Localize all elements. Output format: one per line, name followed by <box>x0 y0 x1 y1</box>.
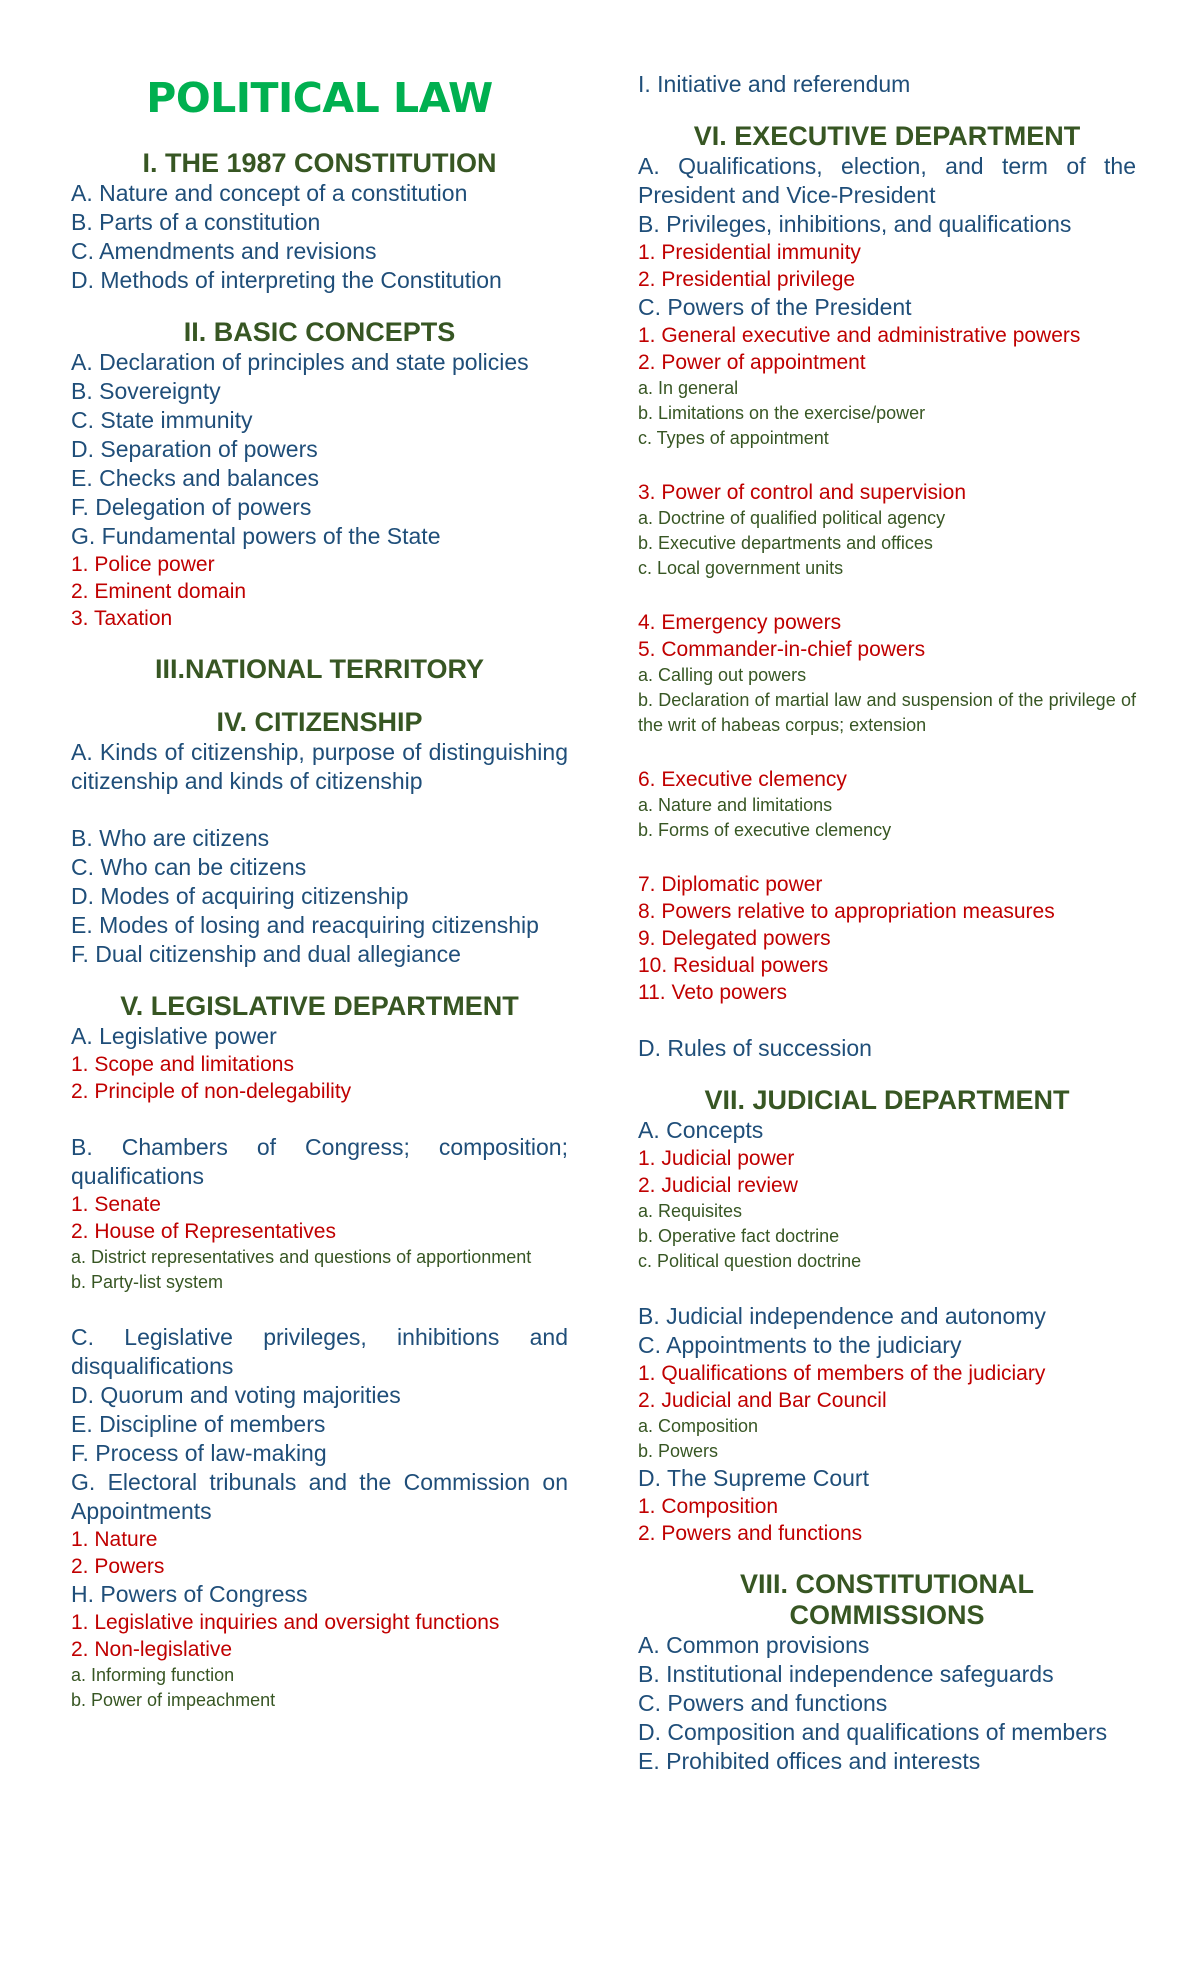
section-heading-citizenship: IV. CITIZENSHIP <box>216 707 423 737</box>
left-column <box>71 68 568 1713</box>
list-item: B. Sovereignty <box>71 378 221 404</box>
sub-sub-item: b. Party-list system <box>71 1272 224 1292</box>
section-heading-executive: VI. EXECUTIVE DEPARTMENT <box>693 121 1081 151</box>
list-item: E. Modes of losing and reacquiring citizenship <box>71 912 539 938</box>
sub-item: 9. Delegated powers <box>638 927 831 950</box>
list-item: I. Initiative and referendum <box>638 71 911 97</box>
list-item: B. Parts of a constitution <box>71 209 321 235</box>
right-column <box>638 70 1136 1776</box>
sub-item: 3. Taxation <box>71 607 173 630</box>
list-item: E. Checks and balances <box>71 465 320 491</box>
list-item: D. Methods of interpreting the Constitution <box>71 267 502 293</box>
list-item: D. Composition and qualifications of members <box>638 1719 1108 1745</box>
sub-item: 1. General executive and administrative powers <box>638 324 1081 347</box>
list-item: A. Declaration of principles and state policies <box>71 349 529 375</box>
sub-sub-item: b. Powers <box>638 1441 719 1461</box>
sub-item: 1. Judicial power <box>638 1147 795 1170</box>
sub-item: 2. Judicial review <box>638 1174 798 1197</box>
list-item: D. Rules of succession <box>638 1035 872 1061</box>
list-item: B. Institutional independence safeguards <box>638 1661 1054 1687</box>
sub-item: 8. Powers relative to appropriation measures <box>638 900 1055 923</box>
list-item: D. Modes of acquiring citizenship <box>71 883 409 909</box>
sub-item: 4. Emergency powers <box>638 611 842 634</box>
list-item: D. Separation of powers <box>71 436 318 462</box>
sub-item: 2. House of Representatives <box>71 1220 336 1243</box>
list-item: C. Legislative privileges, inhibitions and disqualifications <box>71 1324 568 1379</box>
sub-item: 1. Composition <box>638 1495 779 1518</box>
sub-item: 2. Eminent domain <box>71 580 247 603</box>
sub-item: 1. Senate <box>71 1193 161 1216</box>
section-heading-constitution: I. THE 1987 CONSTITUTION <box>142 148 497 178</box>
sub-item: 1. Scope and limitations <box>71 1053 294 1076</box>
list-item: B. Judicial independence and autonomy <box>638 1303 1046 1329</box>
sub-sub-item: a. Composition <box>638 1416 759 1436</box>
sub-sub-item: c. Types of appointment <box>638 428 829 448</box>
sub-item: 1. Legislative inquiries and oversight functions <box>71 1611 500 1634</box>
sub-sub-item: a. Requisites <box>638 1201 743 1221</box>
list-item: H. Powers of Congress <box>71 1581 308 1607</box>
sub-sub-item: b. Forms of executive clemency <box>638 820 892 840</box>
sub-item: 2. Powers and functions <box>638 1522 863 1545</box>
list-item: C. Who can be citizens <box>71 854 307 880</box>
list-item: A. Qualifications, election, and term of the President and Vice-President <box>638 153 1136 208</box>
list-item: G. Fundamental powers of the State <box>71 523 441 549</box>
list-item: C. Powers of the President <box>638 294 912 320</box>
sub-item: 2. Presidential privilege <box>638 268 856 291</box>
sub-sub-item: c. Political question doctrine <box>638 1251 862 1271</box>
sub-item: 7. Diplomatic power <box>638 873 823 896</box>
heading-line: VIII. CONSTITUTIONAL <box>740 1569 1034 1599</box>
list-item: F. Dual citizenship and dual allegiance <box>71 941 461 967</box>
list-item: A. Nature and concept of a constitution <box>71 180 468 206</box>
list-item: C. State immunity <box>71 407 253 433</box>
list-item: A. Concepts <box>638 1117 764 1143</box>
list-item: C. Powers and functions <box>638 1690 888 1716</box>
section-heading-judicial: VII. JUDICIAL DEPARTMENT <box>704 1085 1070 1115</box>
section-heading-national-territory: III.NATIONAL TERRITORY <box>154 654 484 684</box>
sub-sub-item: a. Doctrine of qualified political agency <box>638 508 946 528</box>
sub-sub-item: a. Calling out powers <box>638 665 807 685</box>
sub-sub-item: a. Nature and limitations <box>638 795 833 815</box>
list-item: F. Process of law-making <box>71 1440 327 1466</box>
sub-item: 3. Power of control and supervision <box>638 481 967 504</box>
section-heading-legislative: V. LEGISLATIVE DEPARTMENT <box>120 991 519 1021</box>
sub-item: 2. Power of appointment <box>638 351 866 374</box>
sub-item: 5. Commander-in-chief powers <box>638 638 926 661</box>
sub-item: 2. Non-legislative <box>71 1638 233 1661</box>
sub-item: 2. Powers <box>71 1555 165 1578</box>
list-item: C. Amendments and revisions <box>71 238 377 264</box>
sub-sub-item: b. Declaration of martial law and suspension of the privilege of the writ of habeas corpus; extension <box>638 690 1136 735</box>
sub-item: 2. Principle of non-delegability <box>71 1080 352 1103</box>
sub-item: 2. Judicial and Bar Council <box>638 1389 887 1412</box>
sub-sub-item: b. Operative fact doctrine <box>638 1226 840 1246</box>
sub-sub-item: b. Limitations on the exercise/power <box>638 403 926 423</box>
sub-sub-item: b. Power of impeachment <box>71 1690 276 1710</box>
sub-item: 1. Presidential immunity <box>638 241 861 264</box>
list-item: E. Prohibited offices and interests <box>638 1748 981 1774</box>
sub-item: 10. Residual powers <box>638 954 829 977</box>
sub-sub-item: a. In general <box>638 378 739 398</box>
list-item: G. Electoral tribunals and the Commission on Appointments <box>71 1469 568 1524</box>
sub-sub-item: a. Informing function <box>71 1665 235 1685</box>
list-item: A. Legislative power <box>71 1023 277 1049</box>
list-item: A. Kinds of citizenship, purpose of distinguishing citizenship and kinds of citizenship <box>71 739 568 794</box>
sub-item: 1. Police power <box>71 553 215 576</box>
list-item: B. Privileges, inhibitions, and qualifications <box>638 211 1072 237</box>
list-item: C. Appointments to the judiciary <box>638 1332 962 1358</box>
sub-sub-item: c. Local government units <box>638 558 844 578</box>
list-item: D. Quorum and voting majorities <box>71 1382 401 1408</box>
sub-sub-item: a. District representatives and questions of apportionment <box>71 1247 532 1267</box>
list-item: D. The Supreme Court <box>638 1465 869 1491</box>
list-item: E. Discipline of members <box>71 1411 326 1437</box>
sub-item: 6. Executive clemency <box>638 768 847 791</box>
list-item: F. Delegation of powers <box>71 494 312 520</box>
sub-sub-item: b. Executive departments and offices <box>638 533 933 553</box>
section-heading-constitutional-commissions <box>638 1569 1136 1631</box>
list-item: A. Common provisions <box>638 1632 870 1658</box>
sub-item: 1. Qualifications of members of the judiciary <box>638 1362 1046 1385</box>
document-title: POLITICAL LAW <box>146 74 493 122</box>
list-item: B. Who are citizens <box>71 825 270 851</box>
heading-line: COMMISSIONS <box>789 1600 985 1630</box>
section-heading-basic-concepts: II. BASIC CONCEPTS <box>183 317 456 347</box>
sub-item: 1. Nature <box>71 1528 158 1551</box>
sub-item: 11. Veto powers <box>638 981 788 1004</box>
list-item: B. Chambers of Congress; composition; qualifications <box>71 1134 568 1189</box>
